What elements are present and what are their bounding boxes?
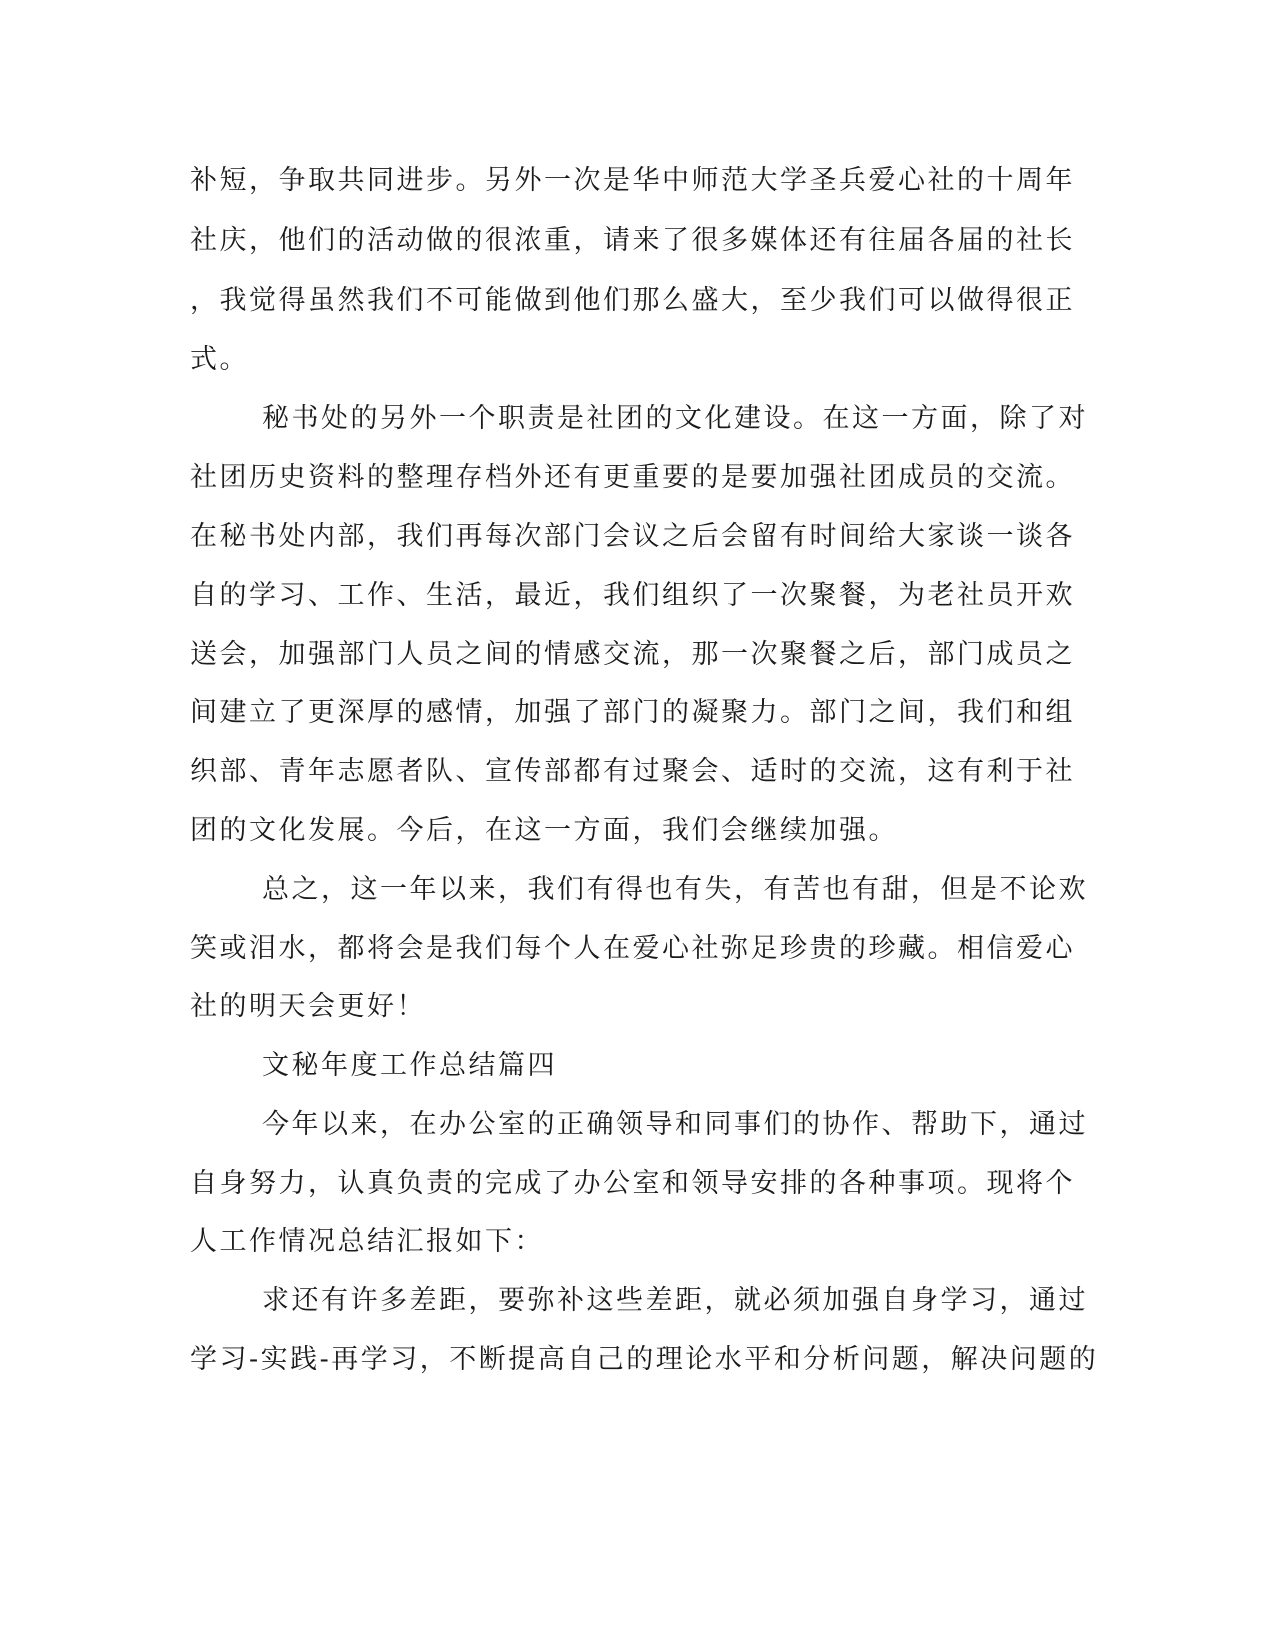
text-line: 学习-实践-再学习，不断提高自己的理论水平和分析问题，解决问题的 — [190, 1344, 1099, 1375]
text-line: 送会，加强部门人员之间的情感交流，那一次聚餐之后，部门成员之 — [190, 639, 1075, 670]
text-line: 在秘书处内部，我们再每次部门会议之后会留有时间给大家谈一谈各 — [190, 521, 1075, 552]
text-line: 笑或泪水，都将会是我们每个人在爱心社弥足珍贵的珍藏。相信爱心 — [190, 933, 1075, 964]
paragraph-first-line: 总之，这一年以来，我们有得也有失，有苦也有甜，但是不论欢 — [262, 874, 1088, 905]
text-line: 社庆，他们的活动做的很浓重，请来了很多媒体还有往届各届的社长 — [190, 225, 1075, 256]
text-line: ，我觉得虽然我们不可能做到他们那么盛大，至少我们可以做得很正 — [190, 285, 1075, 316]
text-line: 社团历史资料的整理存档外还有更重要的是要加强社团成员的交流。 — [190, 462, 1075, 493]
text-line: 人工作情况总结汇报如下： — [190, 1226, 544, 1257]
text-line: 式。 — [190, 344, 249, 375]
paragraph-first-line: 今年以来，在办公室的正确领导和同事们的协作、帮助下，通过 — [262, 1109, 1088, 1140]
text-line: 团的文化发展。今后，在这一方面，我们会继续加强。 — [190, 815, 898, 846]
paragraph-first-line: 秘书处的另外一个职责是社团的文化建设。在这一方面，除了对 — [262, 403, 1088, 434]
text-line: 自的学习、工作、生活，最近，我们组织了一次聚餐，为老社员开欢 — [190, 580, 1075, 611]
text-line: 织部、青年志愿者队、宣传部都有过聚会、适时的交流，这有利于社 — [190, 756, 1075, 787]
text-line: 间建立了更深厚的感情，加强了部门的凝聚力。部门之间，我们和组 — [190, 697, 1075, 728]
paragraph-first-line: 求还有许多差距，要弥补这些差距，就必须加强自身学习，通过 — [262, 1285, 1088, 1316]
text-line: 社的明天会更好！ — [190, 991, 426, 1022]
text-line: 自身努力，认真负责的完成了办公室和领导安排的各种事项。现将个 — [190, 1168, 1075, 1199]
text-line: 补短，争取共同进步。另外一次是华中师范大学圣兵爱心社的十周年 — [190, 165, 1075, 196]
section-heading: 文秘年度工作总结篇四 — [262, 1050, 557, 1081]
